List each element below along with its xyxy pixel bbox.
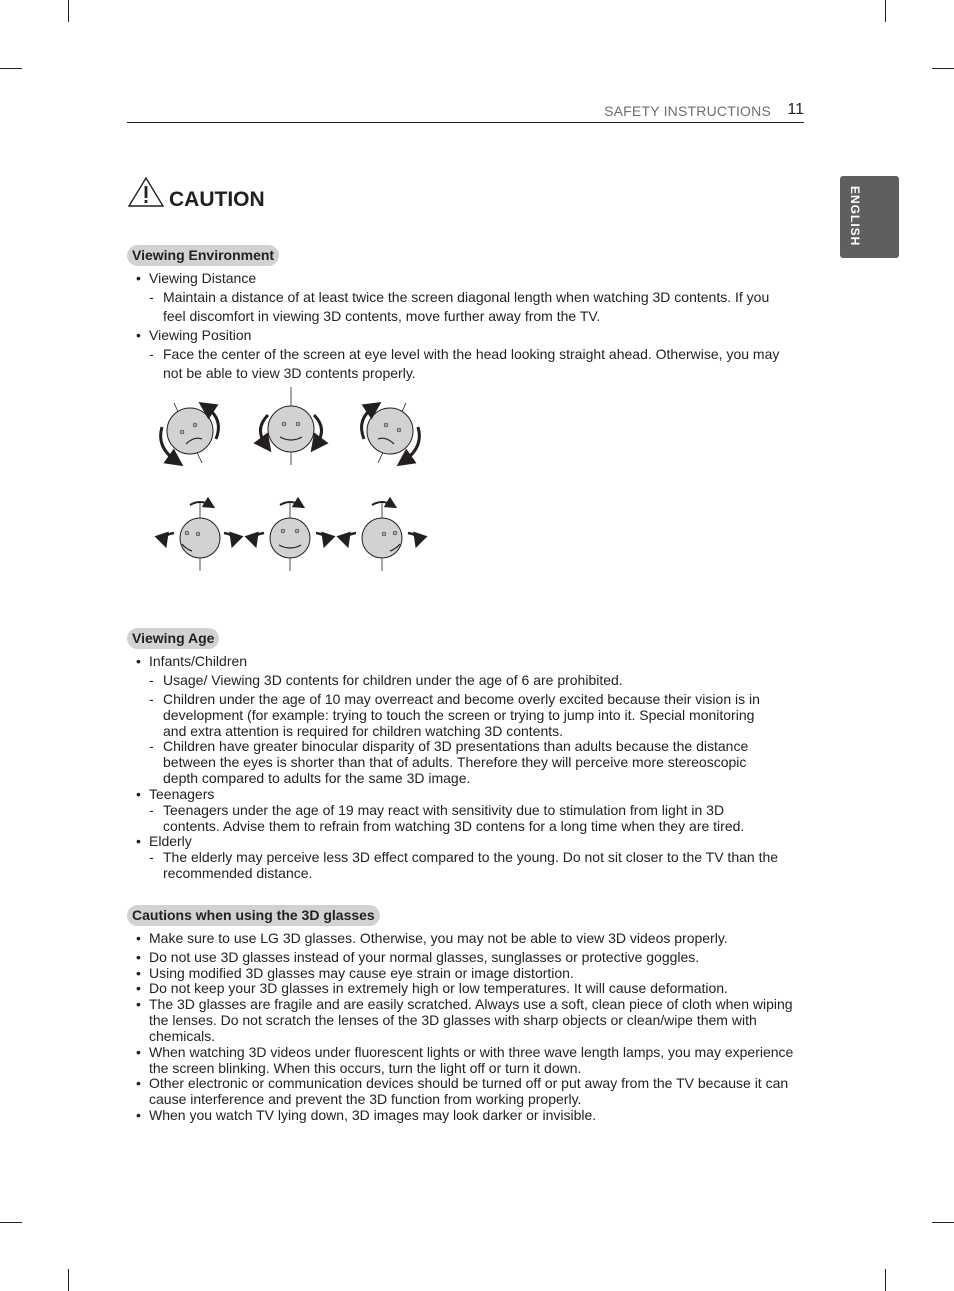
crop-mark bbox=[932, 68, 954, 69]
viewing-age-heading: Viewing Age bbox=[127, 628, 219, 649]
crop-mark bbox=[932, 1222, 954, 1223]
tilted-right-face bbox=[362, 403, 420, 463]
page-header bbox=[127, 100, 804, 123]
viewing-distance-label: • Viewing Distance bbox=[149, 270, 256, 286]
glasses-item: the screen blinking. When this occurs, turn the light off or turn it down. bbox=[149, 1060, 582, 1076]
infants-text: between the eyes is shorter than that of adults. Therefore they will perceive more stereoscopic bbox=[163, 754, 747, 770]
glasses-item: • When watching 3D videos under fluorescent lights or with three wave length lamps, you may experience bbox=[149, 1044, 793, 1060]
crop-mark bbox=[68, 0, 69, 22]
viewing-position-text: not be able to view 3D contents properly. bbox=[163, 365, 416, 381]
infants-text: development (for example: trying to touch the screen or trying to jump into it. Special monitoring bbox=[163, 707, 755, 723]
straight-face bbox=[260, 387, 321, 465]
viewing-environment-heading: Viewing Environment bbox=[127, 245, 279, 266]
caution-title: CAUTION bbox=[169, 188, 265, 211]
elderly-text: - The elderly may perceive less 3D effect compared to the young. Do not sit closer to the TV than the bbox=[163, 849, 778, 865]
tilted-left-face bbox=[161, 403, 219, 463]
language-label: ENGLISH bbox=[848, 186, 862, 247]
viewing-distance-text: feel discomfort in viewing 3D contents, move further away from the TV. bbox=[163, 308, 601, 324]
elderly-text: recommended distance. bbox=[163, 865, 313, 881]
viewing-distance-text: - Maintain a distance of at least twice the screen diagonal length when watching 3D contents. If you bbox=[163, 289, 769, 305]
teenagers-text: - Teenagers under the age of 19 may react with sensitivity due to stimulation from light in 3D bbox=[163, 802, 724, 818]
teenagers-label: • Teenagers bbox=[149, 786, 214, 802]
teenagers-text: contents. Advise them to refrain from watching 3D contens for a long time when they are tired. bbox=[163, 818, 745, 834]
viewing-position-text: - Face the center of the screen at eye level with the head looking straight ahead. Otherwise, you may bbox=[163, 346, 779, 362]
infants-text: - Usage/ Viewing 3D contents for children under the age of 6 are prohibited. bbox=[163, 672, 623, 688]
glasses-item: • Using modified 3D glasses may cause eye strain or image distortion. bbox=[149, 965, 574, 981]
warning-triangle-icon bbox=[127, 176, 165, 208]
turned-left-face bbox=[164, 501, 235, 571]
infants-text: and extra attention is required for children watching 3D contents. bbox=[163, 723, 564, 739]
glasses-heading: Cautions when using the 3D glasses bbox=[127, 905, 380, 926]
infants-text: - Children under the age of 10 may overreact and become overly excited because their vision is in bbox=[163, 691, 760, 707]
glasses-item: the lenses. Do not scratch the lenses of the 3D glasses with sharp objects or clean/wipe them with bbox=[149, 1012, 757, 1028]
crop-mark bbox=[885, 1269, 886, 1291]
infants-text: depth compared to adults for the same 3D image. bbox=[163, 770, 471, 786]
crop-mark bbox=[0, 68, 22, 69]
viewing-position-label: • Viewing Position bbox=[149, 327, 251, 343]
section-title: SAFETY INSTRUCTIONS bbox=[604, 103, 771, 119]
turned-right-face bbox=[346, 501, 419, 571]
glasses-item: • Do not keep your 3D glasses in extremely high or low temperatures. It will cause deformation. bbox=[149, 980, 728, 996]
glasses-item: cause interference and prevent the 3D function from working properly. bbox=[149, 1091, 582, 1107]
crop-mark bbox=[0, 1222, 22, 1223]
infants-label: • Infants/Children bbox=[149, 653, 247, 669]
glasses-item: chemicals. bbox=[149, 1028, 216, 1044]
glasses-item: • When you watch TV lying down, 3D images may look darker or invisible. bbox=[149, 1107, 596, 1123]
page-number: 11 bbox=[787, 101, 804, 118]
glasses-item: • Do not use 3D glasses instead of your normal glasses, sunglasses or protective goggles. bbox=[149, 949, 699, 965]
head-position-faces-icon bbox=[150, 385, 440, 580]
language-tab bbox=[840, 176, 899, 258]
glasses-item: • Make sure to use LG 3D glasses. Otherwise, you may not be able to view 3D videos properly. bbox=[149, 930, 728, 946]
facing-forward-face bbox=[254, 501, 327, 571]
crop-mark bbox=[885, 0, 886, 22]
infants-text: - Children have greater binocular disparity of 3D presentations than adults because the distance bbox=[163, 738, 748, 754]
elderly-label: • Elderly bbox=[149, 833, 192, 849]
glasses-item: • The 3D glasses are fragile and are easily scratched. Always use a soft, clean piece of cloth when wiping bbox=[149, 996, 793, 1012]
glasses-item: • Other electronic or communication devices should be turned off or put away from the TV because it can bbox=[149, 1075, 788, 1091]
crop-mark bbox=[68, 1269, 69, 1291]
